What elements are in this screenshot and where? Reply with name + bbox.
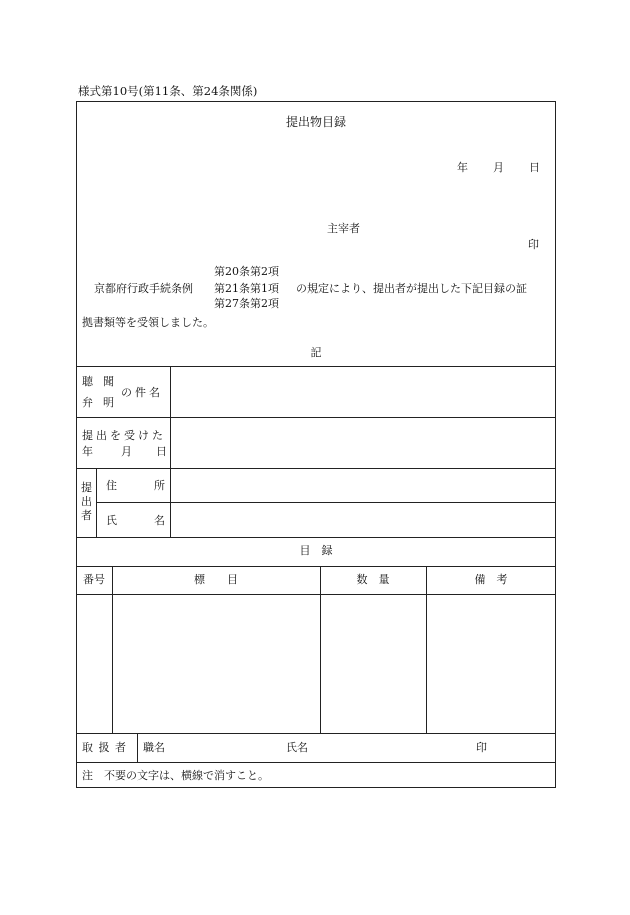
address-label-a: 住 (106, 479, 117, 492)
note: 注 不要の文字は、横線で消すこと。 (82, 769, 269, 782)
vrule-quantity-col (426, 566, 427, 733)
statute-article-2: 第21条第1項 (214, 282, 279, 295)
case-label-suffix: の件名 (121, 386, 163, 399)
received-label-day: 日 (156, 445, 167, 458)
catalog-title: 目 録 (299, 544, 333, 557)
vrule-number-col (112, 566, 113, 733)
received-label-month: 月 (121, 445, 132, 458)
vrule-submitter-col (96, 468, 97, 537)
handler-position: 職名 (143, 741, 165, 754)
case-label-2b: 明 (103, 396, 114, 409)
rule-2 (76, 417, 556, 418)
address-label-b: 所 (154, 479, 165, 492)
received-label-year: 年 (82, 445, 93, 458)
rule-9 (76, 762, 556, 763)
organizer-label: 主宰者 (327, 222, 360, 235)
form-frame (76, 101, 556, 788)
organizer-seal: 印 (528, 238, 539, 251)
date-day: 日 (529, 161, 540, 174)
handler-seal: 印 (476, 741, 487, 754)
rule-6 (76, 566, 556, 567)
case-label-1a: 聴 (82, 375, 93, 388)
rule-7 (76, 594, 556, 595)
col-remarks: 備 考 (474, 573, 508, 586)
name-label-b: 名 (154, 514, 165, 527)
body-text-line-1: の規定により、提出者が提出した下記目録の証 (296, 282, 527, 295)
rule-8 (76, 733, 556, 734)
rule-1 (76, 366, 556, 367)
submitter-label: 提出者 (81, 481, 92, 522)
col-quantity: 数 量 (356, 573, 390, 586)
received-label-1: 提出を受けた (82, 429, 166, 442)
statute-article-1: 第20条第2項 (214, 265, 279, 278)
date-year: 年 (457, 161, 468, 174)
rule-4 (96, 502, 556, 503)
ki-heading: 記 (310, 346, 322, 359)
vrule-handler-col (137, 733, 138, 762)
handler-label: 取 扱 者 (82, 741, 127, 754)
col-number: 番号 (83, 573, 105, 586)
rule-5 (76, 537, 556, 538)
rule-3 (76, 468, 556, 469)
form-label: 様式第10号(第11条、第24条関係) (78, 84, 258, 98)
case-label-1b: 聞 (103, 375, 114, 388)
case-label-2a: 弁 (82, 396, 93, 409)
name-label-a: 氏 (106, 514, 117, 527)
vrule-label-col (170, 366, 171, 537)
form-title: 提出物目録 (285, 115, 346, 129)
handler-name: 氏名 (286, 741, 308, 754)
statute-name: 京都府行政手続条例 (94, 282, 193, 295)
body-text-line-2: 拠書類等を受領しました。 (82, 316, 214, 329)
date-month: 月 (493, 161, 504, 174)
col-item: 標 目 (194, 573, 238, 586)
vrule-item-col (320, 566, 321, 733)
statute-article-3: 第27条第2項 (214, 297, 279, 310)
